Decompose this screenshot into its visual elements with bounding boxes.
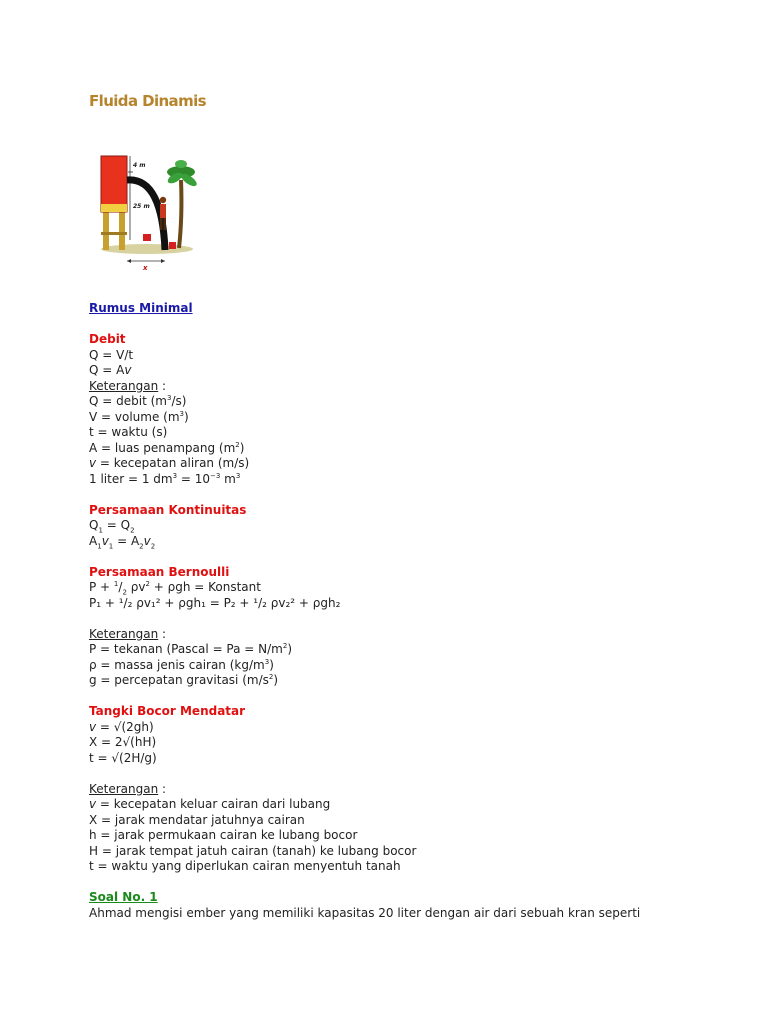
bernoulli-def-g: g = percepatan gravitasi $(m/s^2)$ — [89, 673, 279, 687]
tank-base — [101, 204, 127, 212]
soal-text: Ahmad mengisi ember yang memiliki kapasitas 20 liter dengan air dari sebuah kran seperti — [89, 905, 641, 920]
tangki-heading: Tangki Bocor Mendatar — [89, 704, 246, 718]
bernoulli-keterangan-label: Keterangan : — [89, 626, 167, 641]
tangki-def-t: t = waktu yang diperlukan cairan menyentuh tanah — [89, 859, 401, 873]
debit-def-v: V = volume $(m^3)$ — [89, 409, 189, 424]
water-tank — [101, 156, 127, 212]
debit-liter-conversion: 1 liter = 1 $dm^3 = 10^{-3}$ $m^3$ — [89, 471, 241, 486]
person-body — [160, 204, 166, 218]
debit-formula-2: Q = Av — [89, 363, 132, 377]
bernoulli-formula-1: $P + ^1/_2$ $\rho v^2 + \rho gh$ = Konstant — [89, 580, 261, 597]
debit-def-t: t = waktu (s) — [89, 425, 168, 439]
formula-content — [89, 301, 729, 921]
debit-def-velocity: v = kecepatan aliran (m/s) — [89, 456, 250, 470]
bernoulli-formula-2: P₁ + ¹/₂ ρv₁² + ρgh₁ = P₂ + ¹/₂ ρv₂² + ρgh₂ — [89, 595, 341, 610]
tangki-def-H: H = jarak tempat jatuh cairan (tanah) ke lubang bocor — [89, 843, 417, 858]
tangki-def-h: h = jarak permukaan cairan ke lubang bocor — [89, 828, 358, 842]
water-tank-illustration — [97, 150, 207, 272]
label-4m: 4 m — [133, 162, 146, 169]
bernoulli-heading: Persamaan Bernoulli — [89, 564, 230, 579]
kontinuitas-formula-1: $Q_1 = Q_2$ — [89, 518, 135, 535]
tank-crossbar — [101, 232, 127, 235]
palm-trunk — [179, 180, 181, 248]
tangki-def-x: X = jarak mendatar jatuhnya cairan — [89, 812, 305, 827]
kontinuitas-heading: Persamaan Kontinuitas — [89, 502, 247, 517]
debit-formula-1: Q = V/t — [89, 347, 134, 362]
bucket-icon-2 — [169, 242, 176, 249]
bucket-icon — [143, 234, 151, 241]
page-title: Fluida Dinamis — [89, 92, 206, 110]
tangki-formula-t: t = √(2H/g) — [89, 750, 157, 765]
label-x: x — [143, 264, 148, 272]
soal-heading: Soal No. 1 — [89, 890, 158, 904]
tangki-formula-v: v = √(2gh) — [89, 719, 154, 734]
bernoulli-def-rho: ρ = massa jenis cairan $(kg/m^3)$ — [89, 657, 274, 672]
tank-diagram-svg — [97, 150, 207, 272]
kontinuitas-formula-2: $A_1v_1 = A_2v_2$ — [89, 533, 156, 550]
bernoulli-def-p: P = tekanan (Pascal = $Pa = N/m^2$) — [89, 642, 293, 656]
debit-keterangan-label: Keterangan : — [89, 378, 167, 393]
tank-leg-left — [103, 210, 109, 250]
tangki-def-v: v = kecepatan keluar cairan dari lubang — [89, 797, 331, 811]
debit-heading: Debit — [89, 332, 126, 346]
debit-def-a: A = luas penampang $(m^2)$ — [89, 440, 245, 455]
debit-def-q: Q = debit $(m^3/s)$ — [89, 394, 187, 408]
tangki-keterangan-label: Keterangan : — [89, 781, 167, 796]
rumus-minimal-link[interactable]: Rumus Minimal — [89, 301, 193, 315]
label-25m: 25 m — [133, 203, 150, 210]
person-head — [160, 197, 166, 203]
tank-leg-right — [119, 210, 125, 250]
tangki-formula-x: X = 2√(hH) — [89, 735, 157, 749]
